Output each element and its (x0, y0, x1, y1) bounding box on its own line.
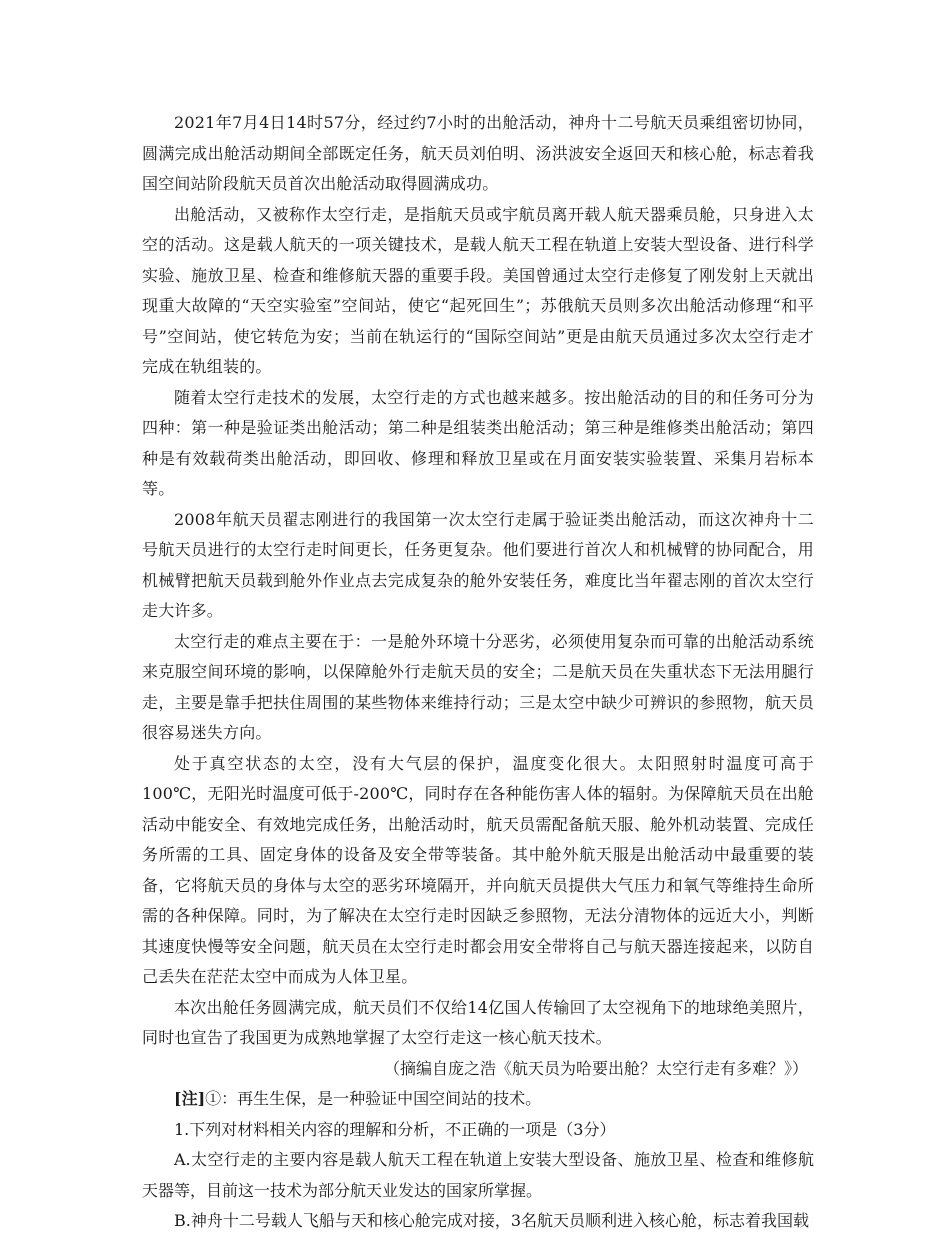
paragraph-1: 2021年7月4日14时57分，经过约7小时的出舱活动，神舟十二号航天员乘组密切协同，圆满完成出舱活动期间全部既定任务，航天员刘伯明、汤洪波安全返回天和核心舱，标志着我国空间站阶段航天员首次出舱活动取得圆满成功。 (142, 113, 814, 193)
paragraph-6: 处于真空状态的太空，没有大气层的保护，温度变化很大。太阳照射时温度可高于100℃，无阳光时温度可低于-200℃，同时存在各种能伤害人体的辐射。为保障航天员在出舱活动中能安全、有效地完成任务，出舱活动时，航天员需配备航天服、舱外机动装置、完成任务所需的工具、固定身体的设备及安全带等装备。其中舱外航天服是出舱活动中最重要的装备，它将航天员的身体与太空的恶劣环境隔开，并向航天员提供大气压力和氧气等维持生命所需的各种保障。同时，为了解决在太空行走时因缺乏参照物，无法分清物体的远近大小，判断其速度快慢等安全问题，航天员在太空行走时都会用安全带将自己与航天器连接起来，以防自己丢失在茫茫太空中而成为人体卫星。 (142, 753, 814, 986)
paragraph-5: 太空行走的难点主要在于：一是舱外环境十分恶劣，必须使用复杂而可靠的出舱活动系统来克服空间环境的影响，以保障舱外行走航天员的安全；二是航天员在失重状态下无法用腿行走，主要是靠手把扶住周围的某些物体来维持行动；三是太空中缺少可辨识的参照物，航天员很容易迷失方向。 (142, 631, 814, 742)
paragraph-7: 本次出舱任务圆满完成，航天员们不仅给14亿国人传输回了太空视角下的地球绝美照片，同时也宣告了我国更为成熟地掌握了太空行走这一核心航天技术。 (142, 997, 814, 1047)
option-a: A.太空行走的主要内容是载人航天工程在轨道上安装大型设备、施放卫星、检查和维修航天器等，目前这一技术为部分航天业发达的国家所掌握。 (142, 1150, 814, 1200)
paragraph-3: 随着太空行走技术的发展，太空行走的方式也越来越多。按出舱活动的目的和任务可分为四种：第一种是验证类出舱活动；第二种是组装类出舱活动；第三种是维修类出舱活动；第四种是有效载荷类出舱活动，即回收、修理和释放卫星或在月面安装实验装置、采集月岩标本等。 (142, 387, 814, 498)
option-b: B.神舟十二号载人飞船与天和核心舱完成对接，3名航天员顺利进入核心舱，标志着我国载 (174, 1211, 810, 1230)
note-label: [注] (174, 1089, 206, 1108)
paragraph-4: 2008年航天员翟志刚进行的我国第一次太空行走属于验证类出舱活动，而这次神舟十二号航天员进行的太空行走时间更长，任务更复杂。他们要进行首次人和机械臂的协同配合，用机械臂把航天员载到舱外作业点去完成复杂的舱外安装任务，难度比当年翟志刚的首次太空行走大许多。 (142, 509, 814, 620)
question-stem: 1.下列对材料相关内容的理解和分析，不正确的一项是（3分） (174, 1119, 616, 1139)
paragraph-2: 出舱活动，又被称作太空行走，是指航天员或宇航员离开载人航天器乘员舱，只身进入太空的活动。这是载人航天的一项关键技术，是载人航天工程在轨道上安装大型设备、进行科学实验、施放卫星、检查和维修航天器的重要手段。美国曾通过太空行走修复了刚发射上天就出现重大故障的“天空实验室”空间站，使它“起死回生”；苏俄航天员则多次出舱活动修理“和平号”空间站，使它转危为安；当前在轨运行的“国际空间站”更是由航天员通过多次太空行走才完成在轨组装的。 (142, 204, 814, 376)
annotation-note (142, 1084, 814, 1115)
source-citation: （摘编自庞之浩《航天员为哈要出舱？太空行走有多难？》） (383, 1058, 808, 1078)
document-page (142, 108, 814, 1237)
note-text: ①：再生生保，是一种验证中国空间站的技术。 (205, 1089, 542, 1108)
